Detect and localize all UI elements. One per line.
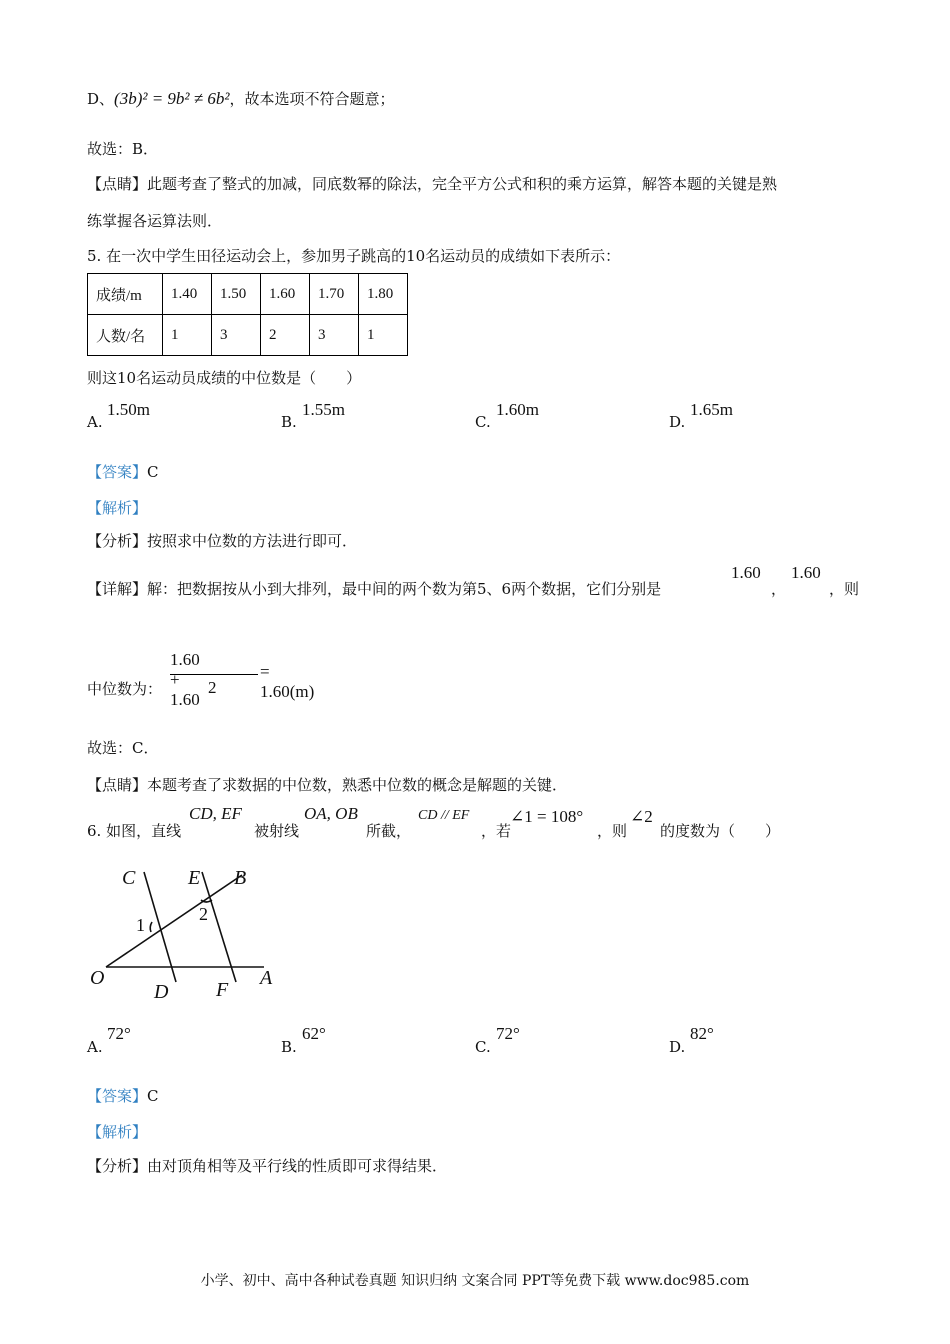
label-a: A: [260, 967, 273, 989]
fraction-bar: [170, 674, 258, 675]
line-ef: [202, 872, 236, 982]
label-angle-1: 1: [136, 915, 145, 935]
label-c: C: [122, 867, 136, 889]
table-row: [88, 274, 408, 315]
q5-detail: 【详解】解：把数据按从小到大排列，最中间的两个数为第5、6两个数据，它们分别是: [87, 580, 662, 598]
q4-comment-line2: 练掌握各运算法则．: [87, 212, 223, 230]
q5-option-d: D.: [669, 413, 686, 431]
q6-parallel: CD // EF: [418, 808, 470, 823]
q5-median-label: 中位数为：: [87, 680, 163, 698]
table-cell: 1.40: [163, 274, 212, 315]
page-footer: 小学、初中、高中各种试卷真题 知识归纳 文案合同 PPT等免费下载 www.doc985.com: [200, 1273, 750, 1289]
q4-choice: 故选：B．: [87, 140, 159, 158]
table-cell: 1.50: [212, 274, 261, 315]
label-angle-2: 2: [199, 904, 208, 924]
q5-comment: 【点睛】本题考查了求数据的中位数，熟悉中位数的概念是解题的关键．: [87, 776, 568, 794]
label-f: F: [216, 979, 229, 1001]
q6-option-c-value: 72°: [496, 1024, 520, 1043]
q6-stem-end: 的度数为（ ）: [660, 822, 781, 840]
q6-fenxi: 【分析】由对顶角相等及平行线的性质即可求得结果．: [87, 1157, 448, 1175]
q6-lines1: CD, EF: [189, 804, 242, 823]
q5-option-d-value: 1.65m: [690, 400, 733, 419]
q6-option-b-value: 62°: [302, 1024, 326, 1043]
q5-answer: 【答案】C: [87, 463, 159, 481]
q6-option-c: C.: [475, 1038, 491, 1056]
q6-option-d: D.: [669, 1038, 686, 1056]
q6-stem-mid3: ，若: [481, 822, 512, 840]
q5-detail-sep: ，: [771, 580, 787, 598]
q5-detail-value2: 1.60: [791, 563, 821, 582]
q6-answer: 【答案】C: [87, 1087, 159, 1105]
q6-stem-mid1: 被射线: [254, 822, 300, 840]
table-row: [88, 315, 408, 356]
q5-option-b: B.: [281, 413, 297, 431]
angle-2-arc: [201, 900, 212, 902]
q5-option-b-value: 1.55m: [302, 400, 345, 419]
table-cell: 3: [310, 315, 359, 356]
table-cell: 2: [261, 315, 310, 356]
table-cell: 1.60: [261, 274, 310, 315]
table-cell: 1: [359, 315, 408, 356]
q6-option-a: A.: [87, 1038, 103, 1056]
label-o: O: [90, 967, 105, 989]
q6-analysis-tag: 【解析】: [87, 1123, 148, 1141]
q5-analysis-tag: 【解析】: [87, 499, 148, 517]
q5-detail-value1: 1.60: [731, 563, 761, 582]
q6-option-d-value: 82°: [690, 1024, 714, 1043]
q5-detail-end: ，则: [829, 580, 860, 598]
q5-option-a-value: 1.50m: [107, 400, 150, 419]
angle-1-arc: [150, 922, 152, 932]
q5-choice: 故选：C．: [87, 739, 159, 757]
q4-option-d: D、(3b)² = 9b² ≠ 6b²，故本选项不符合题意；: [87, 89, 395, 108]
label-e: E: [188, 867, 201, 889]
label-b: B: [234, 867, 247, 889]
q4-d-math: (3b)² = 9b² ≠ 6b²: [114, 89, 230, 108]
fraction-numerator: 1.60 + 1.60: [170, 650, 200, 709]
q6-figure: [80, 860, 290, 1010]
q6-stem-mid4: ，则: [597, 822, 628, 840]
q5-score-table: [87, 273, 408, 356]
q5-question: 则这10名运动员成绩的中位数是（ ）: [87, 369, 362, 387]
q5-option-c-value: 1.60m: [496, 400, 539, 419]
q6-stem-prefix: 6. 如图，直线: [87, 822, 182, 840]
table-cell: 1: [163, 315, 212, 356]
table-cell: 3: [212, 315, 261, 356]
q4-comment-line1: 【点睛】此题考查了整式的加减，同底数幂的除法，完全平方公式和积的乘方运算，解答本题的关键是熟: [87, 175, 778, 193]
table-cell: 1.80: [359, 274, 408, 315]
q6-angle2: ∠2: [630, 807, 653, 826]
q5-option-c: C.: [475, 413, 491, 431]
label-d: D: [154, 981, 169, 1003]
table-cell: 1.70: [310, 274, 359, 315]
q6-lines2: OA, OB: [304, 804, 358, 823]
fraction-result: = 1.60(m): [260, 662, 315, 701]
table-header: 人数/名: [88, 315, 163, 356]
q6-stem-mid2: 所截，: [366, 822, 412, 840]
q6-angle1: ∠1 = 108°: [510, 807, 584, 826]
q5-fenxi: 【分析】按照求中位数的方法进行即可．: [87, 532, 358, 550]
fraction-denominator: 2: [208, 678, 217, 697]
q5-option-a: A.: [87, 413, 103, 431]
q5-stem: 5. 在一次中学生田径运动会上，参加男子跳高的10名运动员的成绩如下表所示：: [87, 247, 621, 265]
table-header: 成绩/m: [88, 274, 163, 315]
q6-option-a-value: 72°: [107, 1024, 131, 1043]
q6-option-b: B.: [281, 1038, 297, 1056]
line-cd: [144, 872, 176, 982]
